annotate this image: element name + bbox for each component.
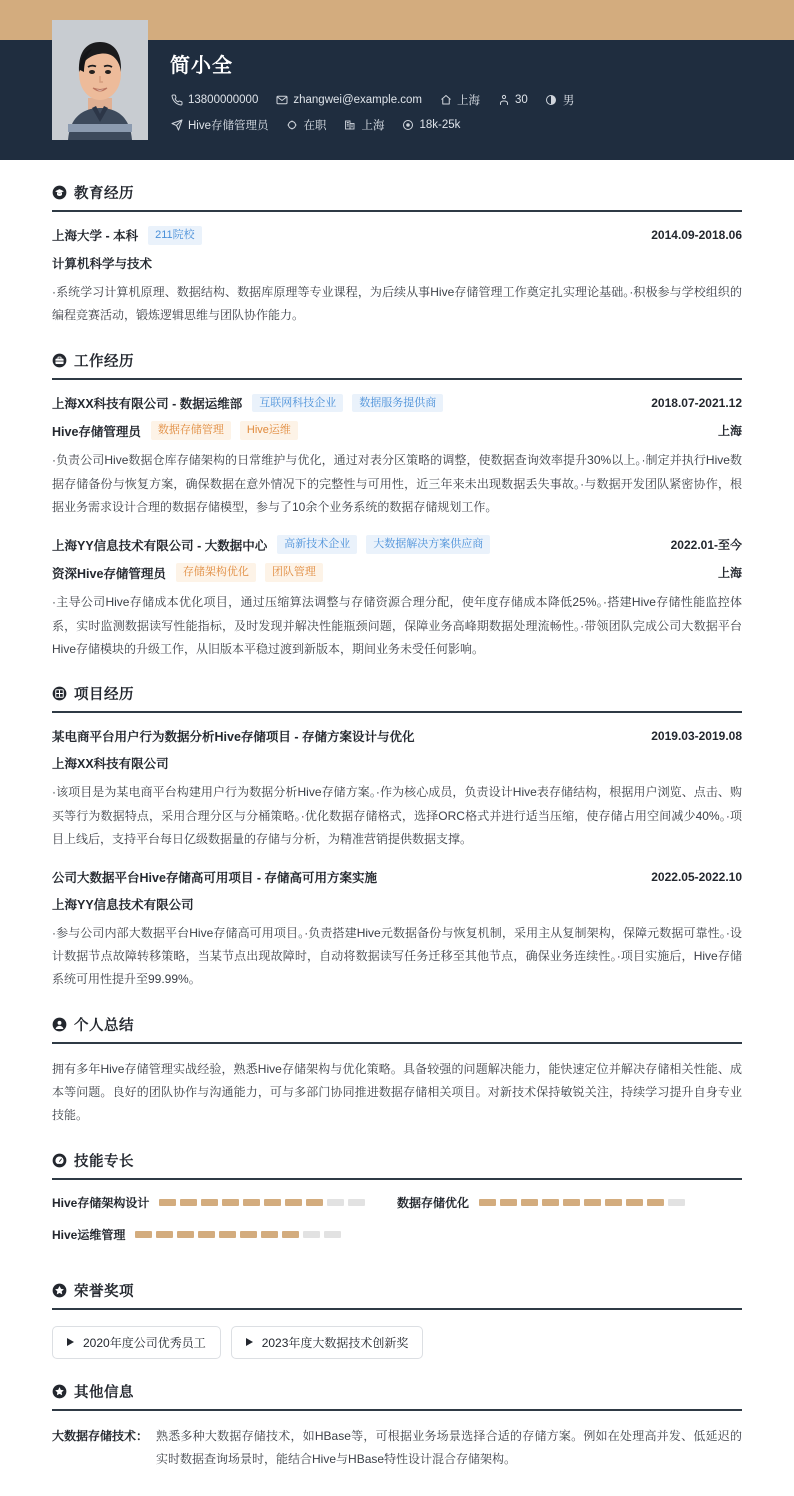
honor-label: 2023年度大数据技术创新奖 xyxy=(261,1335,409,1350)
skill-name: Hive运维管理 xyxy=(52,1227,126,1242)
section-education-header xyxy=(52,182,742,210)
job-status xyxy=(286,117,327,133)
skill-segment xyxy=(324,1231,341,1238)
skill-segment xyxy=(261,1231,278,1238)
contact-email-value: zhangwei@example.com xyxy=(293,94,423,106)
work-date: 2018.07-2021.12 xyxy=(651,396,742,411)
work-company-tag: 数据服务提供商 xyxy=(352,394,443,413)
contact-location xyxy=(439,92,480,108)
skill-segment xyxy=(198,1231,215,1238)
skill-name: 数据存储优化 xyxy=(397,1195,470,1210)
avatar xyxy=(52,20,148,140)
contact-age xyxy=(497,94,528,107)
status-icon xyxy=(286,119,299,132)
work-role-tag: 团队管理 xyxy=(265,563,323,582)
section-work-header xyxy=(52,350,742,378)
project-description: ·参与公司内部大数据平台Hive存储高可用项目。·负责搭建Hive元数据备份与恢复机制，采用主从复制架构，保障元数据可靠性。·设计数据节点故障转移策略，当某节点出现故障时，自动将数据读写任务迁移至其他节点，确保业务连续性。·项目实施后，Hive存储系统可用性提升至99.99%。 xyxy=(52,925,742,987)
skill-segment xyxy=(177,1231,194,1238)
candidate-name: 简小全 xyxy=(170,55,233,77)
other-info-label: 大数据存储技术： xyxy=(52,1428,149,1443)
work-company-tag: 高新技术企业 xyxy=(277,535,357,554)
contact-phone xyxy=(170,94,258,107)
skill-segment xyxy=(542,1199,559,1206)
project-icon xyxy=(52,686,67,701)
education-entry xyxy=(52,226,742,328)
work-description: ·负责公司Hive数据仓库存储架构的日常维护与优化，通过对表分区策略的调整，使数据查询效率提升30%以上。·制定并执行Hive数据存储备份与恢复方案，确保数据在意外情况下的完整性与可用性，近三年来未出现数据丢失事故。·与数据开发团队紧密协作，根据业务需求设计合理的数据存储模型，参与了10余个业务系统的数据存储规划工作。 xyxy=(52,453,742,515)
skill-level-bar xyxy=(479,1199,689,1206)
briefcase-icon xyxy=(52,353,67,368)
skill-item xyxy=(397,1194,742,1211)
work-description: ·主导公司Hive存储成本优化项目，通过压缩算法调整与存储资源合理分配，使年度存储成本降低25%。·搭建Hive存储性能监控体系，实时监测数据读写性能指标，及时发现并解决性能瓶颈问题，保障业务高峰期数据处理流畅性。·带领团队完成公司大数据平台Hive存储模块的升级工作，从旧版本平稳过渡到新版本，期间业务未受任何影响。 xyxy=(52,595,742,656)
education-date: 2014.09-2018.06 xyxy=(651,228,742,243)
section-skills xyxy=(52,1150,742,1258)
section-other-title: 其他信息 xyxy=(74,1384,134,1401)
graduation-icon xyxy=(52,185,67,200)
work-entry-role-line xyxy=(52,421,742,440)
resume-body xyxy=(0,182,794,1496)
section-skills-title: 技能专长 xyxy=(74,1153,134,1170)
project-entry xyxy=(52,868,742,992)
work-role-tag: Hive运维 xyxy=(240,421,298,440)
job-city xyxy=(344,117,385,133)
work-place: 上海 xyxy=(717,566,742,581)
other-info-item xyxy=(52,1425,742,1472)
contact-phone-value: 13800000000 xyxy=(188,94,259,106)
project-title: 某电商平台用户行为数据分析Hive存储项目 - 存储方案设计与优化 xyxy=(52,730,415,745)
send-icon xyxy=(170,119,183,132)
skill-segment xyxy=(521,1199,538,1206)
section-projects-header xyxy=(52,683,742,711)
work-company: 上海XX科技有限公司 - 数据运维部 xyxy=(52,397,243,412)
project-entry xyxy=(52,727,742,851)
work-company: 上海YY信息技术有限公司 - 大数据中心 xyxy=(52,538,268,553)
contact-age-value: 30 xyxy=(515,94,528,106)
honor-item[interactable] xyxy=(231,1326,424,1359)
other-info-text: 熟悉多种大数据存储技术，如HBase等，可根据业务场景选择合适的存储方案。例如在处理高并发、低延迟的实时数据查询场景时，能结合Hive与HBase特性设计混合存储架构。 xyxy=(156,1428,742,1467)
section-summary xyxy=(52,1014,742,1128)
honor-item[interactable] xyxy=(52,1326,221,1359)
job-status-value: 在职 xyxy=(303,120,327,132)
play-triangle-icon xyxy=(67,1338,74,1346)
contact-email xyxy=(275,94,422,107)
contact-row-secondary xyxy=(170,117,754,133)
skill-segment xyxy=(219,1231,236,1238)
section-divider xyxy=(52,1042,742,1044)
education-school: 上海大学 - 本科 xyxy=(52,229,139,244)
skill-segment xyxy=(180,1199,197,1206)
person-icon xyxy=(497,94,510,107)
work-entry-company-line xyxy=(52,535,742,554)
honor-label: 2020年度公司优秀员工 xyxy=(83,1335,206,1350)
skill-segment xyxy=(647,1199,664,1206)
skill-segment xyxy=(668,1199,685,1206)
work-company-tag: 互联网科技企业 xyxy=(252,394,343,413)
skill-name: Hive存储架构设计 xyxy=(52,1195,150,1210)
education-description: ·系统学习计算机原理、数据结构、数据库原理等专业课程，为后续从事Hive存储管理工作奠定扎实理论基础。·积极参与学校组织的编程竞赛活动，锻炼逻辑思维与团队协作能力。 xyxy=(52,284,742,323)
skill-segment xyxy=(222,1199,239,1206)
section-honors-header xyxy=(52,1280,742,1308)
user-icon xyxy=(52,1017,67,1032)
phone-icon xyxy=(170,94,183,107)
skill-segment xyxy=(563,1199,580,1206)
home-icon xyxy=(439,94,452,107)
work-entry xyxy=(52,535,742,661)
work-entry xyxy=(52,394,742,520)
salary-expectation xyxy=(402,119,461,132)
skill-segment xyxy=(201,1199,218,1206)
skill-segment xyxy=(240,1231,257,1238)
section-honors-title: 荣誉奖项 xyxy=(74,1283,134,1300)
skill-segment xyxy=(479,1199,496,1206)
play-triangle-icon xyxy=(246,1338,253,1346)
skill-segment xyxy=(243,1199,260,1206)
work-entry-company-line xyxy=(52,394,742,413)
skill-list xyxy=(52,1194,742,1258)
contact-gender xyxy=(545,92,575,108)
section-other xyxy=(52,1381,742,1472)
education-entry-headline xyxy=(52,226,742,245)
work-entry-role-line xyxy=(52,563,742,582)
section-divider xyxy=(52,1409,742,1411)
work-role-tag: 存储架构优化 xyxy=(176,563,256,582)
project-title: 公司大数据平台Hive存储高可用项目 - 存储高可用方案实施 xyxy=(52,870,378,885)
medal-icon xyxy=(52,1283,67,1298)
skill-segment xyxy=(264,1199,281,1206)
city-icon xyxy=(344,119,357,132)
education-tag: 211院校 xyxy=(148,226,202,245)
skill-segment xyxy=(500,1199,517,1206)
section-education-title: 教育经历 xyxy=(74,186,134,202)
skill-segment xyxy=(159,1199,176,1206)
project-entry-headline xyxy=(52,868,742,886)
skill-segment xyxy=(156,1231,173,1238)
section-skills-header xyxy=(52,1150,742,1178)
skill-level-bar xyxy=(135,1231,345,1238)
section-projects-title: 项目经历 xyxy=(74,687,134,704)
skill-segment xyxy=(626,1199,643,1206)
work-date: 2022.01-至今 xyxy=(670,538,742,553)
skill-segment xyxy=(584,1199,601,1206)
salary-expectation-value: 18k-25k xyxy=(419,119,461,131)
job-city-value: 上海 xyxy=(361,120,385,132)
project-description: ·该项目是为某电商平台构建用户行为数据分析Hive存储方案。·作为核心成员，负责设计Hive表存储结构，根据用户浏览、点击、购买等行为数据特点，采用合理分区与分桶策略。·优化数据存储格式，选择ORC格式并进行适当压缩，使存储占用空间减少40%。·项目上线后，支持平台每日亿级数据量的存储与分析，为精准营销提供数据支撑。 xyxy=(52,785,742,847)
skill-segment xyxy=(605,1199,622,1206)
section-summary-header xyxy=(52,1014,742,1042)
resume-header xyxy=(0,40,794,160)
section-divider xyxy=(52,711,742,713)
section-other-header xyxy=(52,1381,742,1409)
skill-segment xyxy=(306,1199,323,1206)
skill-segment xyxy=(135,1231,152,1238)
section-work xyxy=(52,350,742,662)
project-date: 2022.05-2022.10 xyxy=(651,869,742,884)
skill-segment xyxy=(327,1199,344,1206)
project-company: 上海YY信息技术有限公司 xyxy=(52,897,194,912)
mail-icon xyxy=(275,94,288,107)
summary-text: 拥有多年Hive存储管理实战经验，熟悉Hive存储架构与优化策略。具备较强的问题解决能力，能快速定位并解决存储相关性能、成本等问题。良好的团队协作与沟通能力，可与多部门协同推进数据存储相关项目。对新技术保持敏锐关注，持续学习提升自身专业技能。 xyxy=(52,1061,742,1123)
skill-segment xyxy=(348,1199,365,1206)
job-target xyxy=(170,117,269,133)
honor-list xyxy=(52,1324,742,1359)
skill-segment xyxy=(282,1231,299,1238)
section-summary-title: 个人总结 xyxy=(74,1017,134,1034)
salary-icon xyxy=(402,119,415,132)
project-company: 上海XX科技有限公司 xyxy=(52,757,169,772)
work-company-tag: 大数据解决方案供应商 xyxy=(366,535,490,554)
section-divider xyxy=(52,1178,742,1180)
skill-item xyxy=(52,1226,397,1243)
work-role-tag: 数据存储管理 xyxy=(151,421,231,440)
contact-location-value: 上海 xyxy=(457,95,481,107)
section-work-title: 工作经历 xyxy=(74,353,134,370)
skill-segment xyxy=(303,1231,320,1238)
skill-segment xyxy=(285,1199,302,1206)
project-entry-headline xyxy=(52,727,742,745)
job-target-value: Hive存储管理员 xyxy=(188,120,269,132)
info-icon xyxy=(52,1384,67,1399)
section-projects xyxy=(52,683,742,991)
project-date: 2019.03-2019.08 xyxy=(651,729,742,744)
section-honors xyxy=(52,1280,742,1359)
contact-row-primary xyxy=(170,92,754,108)
work-role: 资深Hive存储管理员 xyxy=(52,566,166,581)
gender-icon xyxy=(545,94,558,107)
work-place: 上海 xyxy=(717,424,742,439)
skill-level-bar xyxy=(159,1199,369,1206)
section-education xyxy=(52,182,742,328)
section-divider xyxy=(52,378,742,380)
contact-gender-value: 男 xyxy=(562,95,575,107)
education-major: 计算机科学与技术 xyxy=(52,256,153,271)
skill-icon xyxy=(52,1153,67,1168)
section-divider xyxy=(52,1308,742,1310)
skill-item xyxy=(52,1194,397,1211)
section-divider xyxy=(52,210,742,212)
work-role: Hive存储管理员 xyxy=(52,424,141,439)
